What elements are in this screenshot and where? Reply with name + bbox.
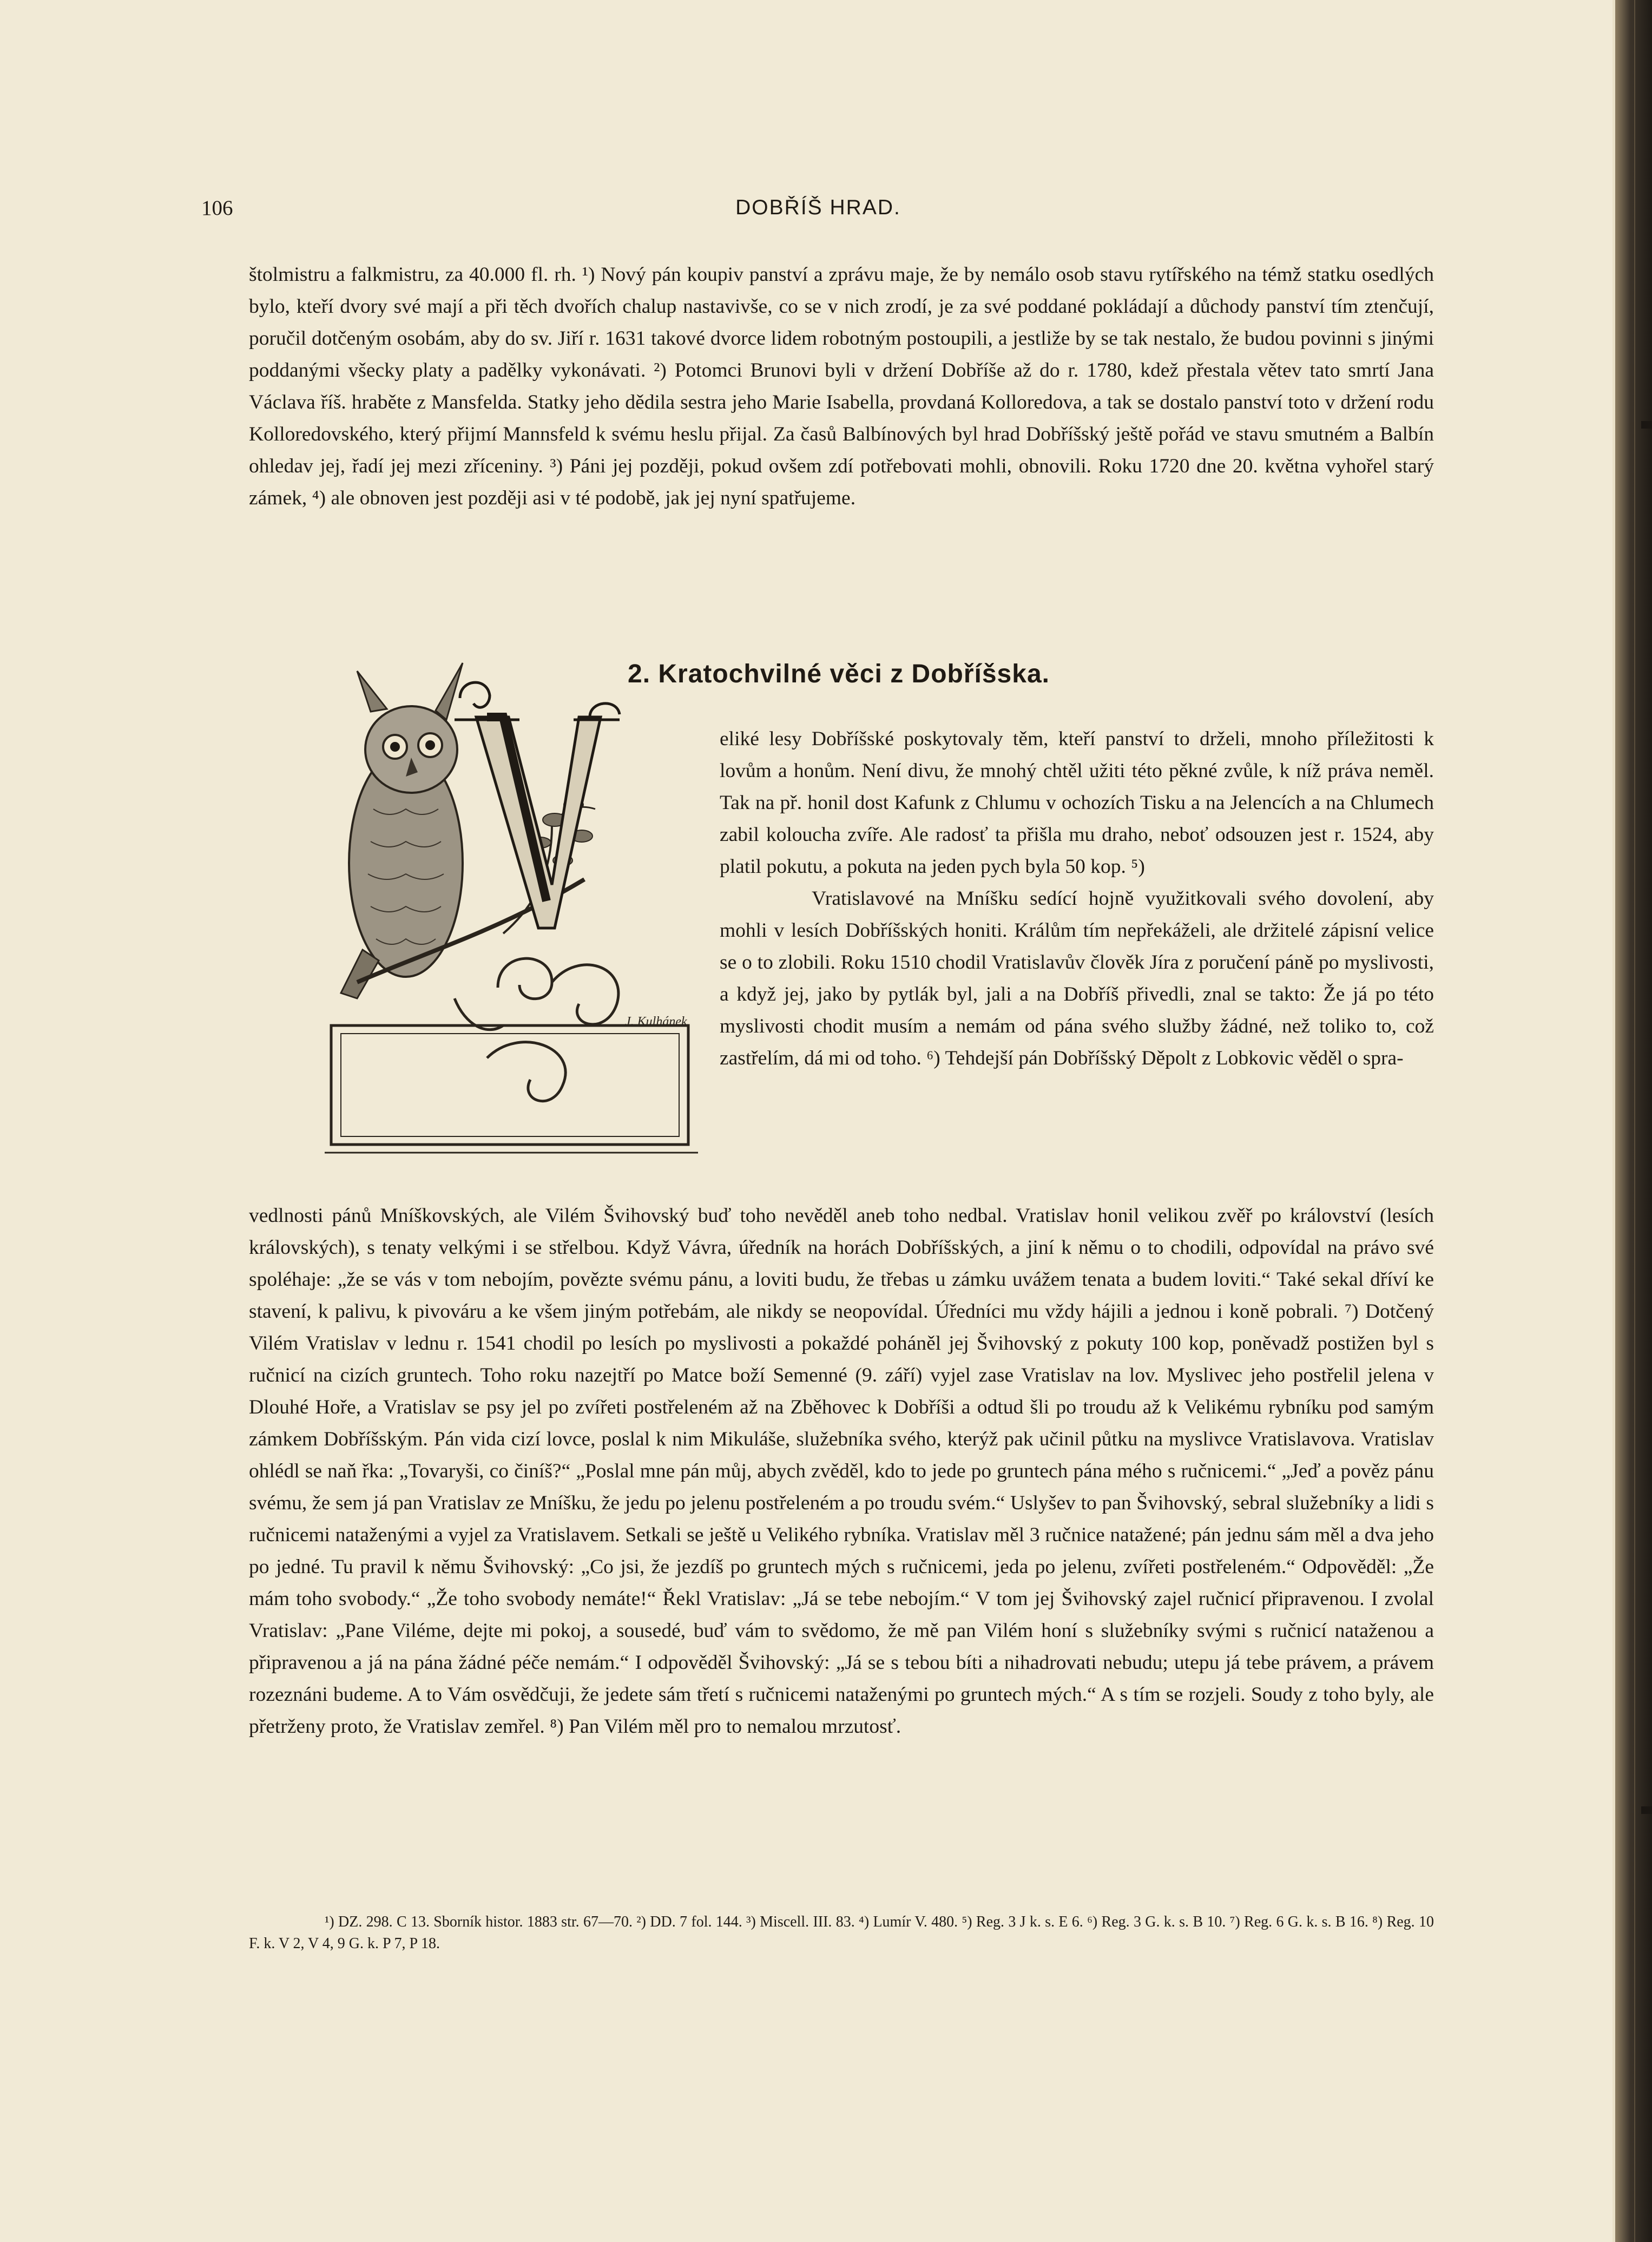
edge-marker — [1641, 421, 1652, 429]
float-paragraph-2: Vratislavové na Mníšku sedící hojně využitkovali svého dovolení, aby mohli v lesích Dobříšských honiti. Králům tím nepřekáželi, ale držitelé zápisní velice se o to zlobili. Roku 1510 chodil Vratislavův člověk Jíra z poručení páně po myslivosti, a když jej, jako by pytlák byl, jali a na Dobříš přivedli, znal se takto: Že já po této myslivosti chodit musím a nemám od pána svého služby žádné, než toliko to, což zastřelím, dá mi od toho. ⁶) Tehdejší pán Dobříšský Děpolt z Lobkovic věděl o spra- — [720, 887, 1434, 1069]
continuation-paragraph: vedlnosti pánů Mníškovských, ale Vilém Švihovský buď toho nevěděl aneb toho nedbal. Vratislav honil velikou zvěř po království (lesích královských), s tenaty velkými i se střelbou. Když Vávra, úředník na horách Dobříšských, a jiní k němu o to chodili, odpovídal na právo své spoléhaje: „že se vás v tom nebojím, povězte svému pánu, a loviti budu, že třebas u zámku uvážem tenata a budem loviti.“ Také sekal dříví ke stavení, k palivu, k pivováru a ke všem jiným potřebám, ale nikdy se neopovídal. Úředníci mu vždy hájili a jednou i koně pobrali. ⁷) Dotčený Vilém Vratislav v lednu r. 1541 chodil po lesích po myslivosti a pokaždé poháněl jej Švihovský z pokuty 100 kop, poněvadž postižen byl s ručnicí na cizích gruntech. Toho roku nazejtří po Matce boží Semenné (9. září) vyjel zase Vratislav na lov. Myslivec jeho postřelil jelena v Dlouhé Hoře, a Vratislav se psy jel po zvířeti postřeleném až na Zběhovec k Dobříši a odtud šli po troudu až k Velikému rybníku pod samým zámkem Dobříšským. Pán vida cizí lovce, poslal k nim Mikuláše, služebníka svého, kterýž pak učinil půtku na myslivce Vratislavova. Vratislav ohlédl se naň řka: „Tovaryši, co činíš?“ „Poslal mne pán můj, abych zvěděl, kdo to jede po gruntech pána mého s ručnicemi.“ „Jeď a pověz pánu svému, že sem já pan Vratislav ze Mníšku, že jedu po jelenu postřeleném a po troudu svém.“ Uslyšev to pan Švihovský, sebral služebníky a lidi s ručnicemi nataženými a vyjel za Vratislavem. Setkali se ještě u Velikého rybníka. Vratislav měl 3 ručnice natažené; pán jednu sám měl a dva jeho po jedné. Tu pravil k němu Švihovský: „Co jsi, že jezdíš po gruntech mých s ručnicemi, jeda po jelenu, zvířeti postřeleném.“ Odpověděl: „Že mám toho svobody.“ „Že toho svobody nemáte!“ Řekl Vratislav: „Já se tebe nebojím.“ V tom jej Švihovský zajel ručnicí připravenou. I zvolal Vratislav: „Pane Viléme, dejte mi pokoj, a sousedé, buď vám to svědomo, že mě pan Vilém honí s služebníky svými s ručnicí nataženou a připravenou a já na pána žádné péče nemám.“ I odpověděl Švihovský: „Já se s tebou bíti a nihadrovati nebudu; utepu já tebe právem, a právem rozeznáni budeme. A to Vám osvědčuji, že jedete sám třetí s ručnicemi nataženými po gruntech mých.“ A s tím se rozjeli. Soudy z toho byly, ale přetrženy proto, že Vratislav zemřel. ⁸) Pan Vilém měl pro to nemalou mrzutosť. — [249, 1205, 1434, 1738]
intro-paragraph-block — [249, 259, 1434, 514]
float-text-block — [720, 723, 1434, 1074]
continuation-block — [249, 1200, 1434, 1743]
page-edge-line — [1634, 0, 1635, 2242]
book-edge — [1615, 0, 1652, 2242]
running-title: DOBŘÍŠ HRAD. — [735, 196, 901, 219]
acanthus-scroll — [455, 958, 618, 1101]
illustrator-signature: J. Kulhánek — [625, 1015, 687, 1029]
page-number: 106 — [201, 196, 233, 220]
footnotes — [249, 1911, 1434, 1955]
float-paragraph-1: eliké lesy Dobříšské poskytovaly těm, kteří panství to drželi, mnoho příležitosti k lovům a honům. Není divu, že mnohý chtěl užiti této pěkné zvůle, k níž práva neměl. Tak na př. honil dost Kafunk z Chlumu v ochozích Tisku a na Jelencích a na Chlumech zabil koloucha zvíře. Ale radosť ta přišla mu draho, neboť odsouzen jest r. 1524, aby platil pokutu, a pokuta na jeden pych byla 50 kop. ⁵) — [720, 728, 1434, 878]
section-title: 2. Kratochvilné věci z Dobříšska. — [628, 660, 1050, 688]
page-header — [201, 196, 1435, 228]
drop-cap-V — [455, 682, 620, 928]
drop-cap-illustration — [325, 647, 725, 1166]
footnote-text: ¹) DZ. 298. C 13. Sborník histor. 1883 str. 67—70. ²) DD. 7 fol. 144. ³) Miscell. III. 83. ⁴) Lumír V. 480. ⁵) Reg. 3 J k. s. E 6. ⁶) Reg. 3 G. k. s. B 10. ⁷) Reg. 6 G. k. s. B 16. ⁸) Reg. 10 F. k. V 2, V 4, 9 G. k. P 7, P 18. — [249, 1914, 1434, 1952]
intro-paragraph: štolmistru a falkmistru, za 40.000 fl. rh. ¹) Nový pán koupiv panství a zprávu maje, že by nemálo osob stavu rytířského na témž statku osedlých bylo, kteří dvory své mají a při těch dvořích chalup nastavivše, co se v nich zrodí, je za své poddané pokládají a důchody panství tím ztenčují, poručil dotčeným osobám, aby do sv. Jiří r. 1631 takové dvorce lidem robotným postoupili, a jestliže by se tak nestalo, že budou povinni s jinými poddanými všecky platy a padělky vykonávati. ²) Potomci Brunovi byli v držení Dobříše až do r. 1780, kdež přestala větev tato smrtí Jana Václava říš. hraběte z Mansfelda. Statky jeho dědila sestra jeho Marie Isabella, provdaná Kolloredova, a tak se dostalo panství toto v držení rodu Kolloredovského, který přijmí Mannsfeld k svému heslu přijal. Za časů Balbínových byl hrad Dobříšský ještě pořád ve stavu smutném a Balbín ohledav jej, řadí jej mezi zříceniny. ³) Páni jej později, pokud ovšem zdí potřebovati mohli, obnovili. Roku 1720 dne 20. května vyhořel starý zámek, ⁴) ale obnoven jest později asi v té podobě, jak jej nyní spatřujeme. — [249, 264, 1434, 509]
edge-marker — [1641, 1806, 1652, 1814]
